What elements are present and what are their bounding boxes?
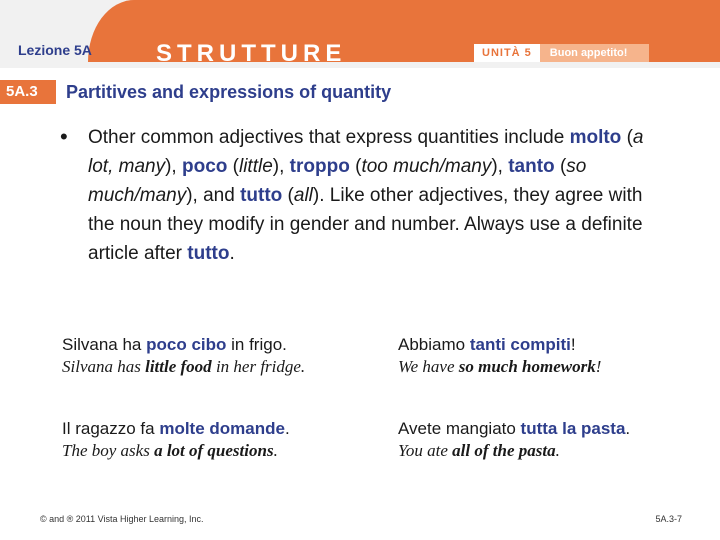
- section-label: STRUTTURE: [156, 40, 347, 67]
- text-run: ),: [165, 156, 182, 177]
- text-run: !: [570, 335, 576, 354]
- text-run: .: [555, 441, 560, 460]
- example-italian: [398, 418, 718, 440]
- unit-tab: [474, 44, 649, 62]
- example-english: [62, 440, 382, 462]
- keyword: troppo: [289, 156, 350, 177]
- example-3: [62, 418, 382, 462]
- unit-title: Buon appetito!: [540, 44, 650, 62]
- section-title: Partitives and expressions of quantity: [66, 82, 392, 102]
- example-english: [398, 440, 718, 462]
- copyright-notice: © and ® 2011 Vista Higher Learning, Inc.: [40, 514, 204, 524]
- text-run: .: [625, 419, 631, 438]
- text-run: We have: [398, 357, 459, 376]
- text-run: ), and: [186, 185, 241, 206]
- text-run: in her fridge.: [211, 357, 306, 376]
- translation: so much/many: [88, 156, 587, 206]
- page-number: 5A.3-7: [655, 514, 682, 524]
- text-run: (: [554, 156, 567, 177]
- text-run: ),: [491, 156, 509, 177]
- text-run: Silvana ha: [62, 335, 147, 354]
- translation: too much/many: [361, 156, 492, 177]
- text-run: (: [282, 185, 294, 206]
- example-english: [398, 356, 718, 378]
- translation: all: [293, 185, 313, 206]
- text-run: .: [284, 419, 290, 438]
- text-run: ),: [272, 156, 290, 177]
- example-english: [62, 356, 382, 378]
- keyword: tutto: [187, 243, 230, 264]
- keyword: all of the pasta: [452, 441, 556, 460]
- keyword: poco cibo: [146, 335, 227, 354]
- unit-number: UNITÀ 5: [474, 44, 540, 62]
- text-run: The boy asks: [62, 441, 155, 460]
- section-number: 5A.3: [0, 80, 56, 104]
- text-run: Silvana has: [62, 357, 146, 376]
- text-run: .: [273, 441, 278, 460]
- text-run: Abbiamo: [398, 335, 470, 354]
- example-4: [398, 418, 718, 462]
- keyword: molte domande: [159, 419, 285, 438]
- example-italian: [62, 334, 382, 356]
- keyword: tutta la pasta: [520, 419, 626, 438]
- keyword: tanto: [508, 156, 555, 177]
- lesson-label: Lezione 5A: [18, 42, 92, 58]
- text-run: (: [227, 156, 239, 177]
- translation: little: [238, 156, 273, 177]
- text-run: ). Like other adjectives, they agree with the noun they modify in gender and number. Always use a definite article after: [88, 185, 643, 264]
- keyword: poco: [181, 156, 228, 177]
- example-italian: [62, 418, 382, 440]
- keyword: molto: [569, 127, 622, 148]
- keyword: a lot of questions: [154, 441, 274, 460]
- example-italian: [398, 334, 718, 356]
- example-2: [398, 334, 718, 378]
- bullet-icon: •: [60, 124, 68, 149]
- bullet-paragraph: [88, 123, 668, 268]
- text-run: (: [349, 156, 362, 177]
- keyword: tutto: [240, 185, 283, 206]
- text-run: Avete mangiato: [398, 419, 521, 438]
- keyword: so much homework: [458, 357, 596, 376]
- keyword: tanti compiti: [469, 335, 571, 354]
- text-run: (: [621, 127, 633, 148]
- text-run: Il ragazzo fa: [62, 419, 160, 438]
- text-run: !: [595, 357, 602, 376]
- translation: a lot, many: [88, 127, 644, 177]
- keyword: little food: [145, 357, 212, 376]
- text-run: in frigo.: [226, 335, 287, 354]
- example-1: [62, 334, 382, 378]
- text-run: Other common adjectives that express quantities include: [88, 127, 570, 148]
- text-run: .: [229, 243, 235, 264]
- text-run: You ate: [398, 441, 453, 460]
